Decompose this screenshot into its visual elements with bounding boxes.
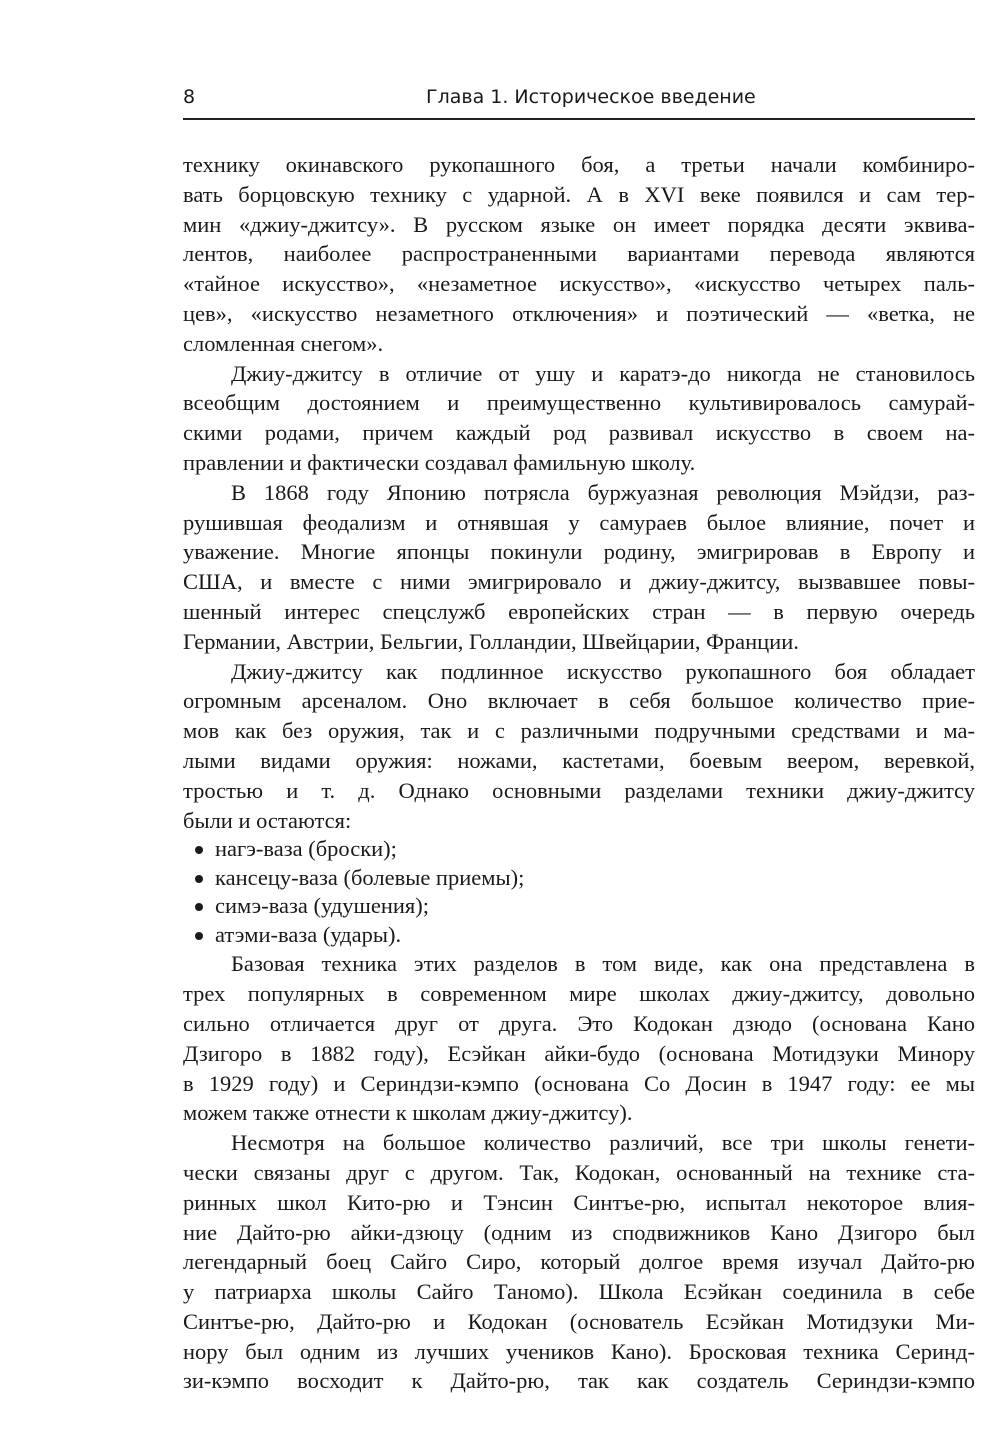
- list-item-text: нагэ-ваза (броски);: [215, 836, 397, 862]
- running-header: [183, 84, 975, 118]
- text-line: США, и вместе с ними эмигрировало и джиу-джитсу, вызвавшее повы-: [183, 569, 975, 595]
- text-line: Базовая техника этих разделов в том виде, как она представлена в: [231, 951, 975, 977]
- paragraph: [183, 478, 975, 657]
- text-line: Джиу-джитсу как подлинное искусство рукопашного боя обладает: [231, 658, 975, 684]
- paragraph: [183, 949, 975, 1128]
- bullet-icon: [195, 903, 203, 911]
- bullet-list: [183, 835, 975, 949]
- text-line: мин «джиу-джитсу». В русском языке он имеет порядка десяти эквива-: [183, 211, 975, 237]
- header-rule: [183, 118, 975, 120]
- text-line: нору был одним из лучших учеников Кано). Бросковая техника Серинд-: [183, 1338, 975, 1364]
- text-line: мов как без оружия, так и с различными подручными средствами и ма-: [183, 718, 975, 744]
- text-line: были и остаются:: [183, 807, 352, 833]
- text-line: лентов, наиболее распространенными вариантами перевода являются: [183, 241, 975, 267]
- list-item: [183, 921, 975, 950]
- text-line: ние Дайто-рю айки-дзюцу (одним из сподвижников Кано Дзигоро был: [183, 1219, 975, 1245]
- list-item-text: атэми-ваза (удары).: [215, 921, 402, 947]
- text-line: шенный интерес спецслужб европейских стран — в первую очередь: [183, 598, 975, 624]
- text-line: у патриарха школы Сайго Таномо). Школа Есэйкан соединила в себе: [183, 1279, 975, 1305]
- text-line: Джиу-джитсу в отличие от ушу и каратэ-до никогда не становилось: [231, 360, 975, 386]
- text-line: огромным арсеналом. Оно включает в себя большое количество прие-: [183, 688, 975, 714]
- text-line: Синтъе-рю, Дайто-рю и Кодокан (основатель Есэйкан Мотидзуки Ми-: [183, 1308, 975, 1334]
- text-line: тростью и т. д. Однако основными разделами техники джиу-джитсу: [183, 777, 975, 803]
- list-item: [183, 892, 975, 921]
- page-number: 8: [183, 86, 196, 108]
- text-line: рушившая феодализм и отнявшая у самураев былое влияние, почет и: [183, 509, 975, 535]
- text-line: сломленная снегом».: [183, 330, 384, 356]
- paragraph: [183, 359, 975, 478]
- text-line: зи-кэмпо восходит к Дайто-рю, так как создатель Сериндзи-кэмпо: [183, 1368, 975, 1394]
- bullet-icon: [195, 875, 203, 883]
- text-line: легендарный боец Сайго Сиро, который долгое время изучал Дайто-рю: [183, 1249, 975, 1275]
- text-line: правлении и фактически создавал фамильную школу.: [183, 449, 696, 475]
- bullet-icon: [195, 846, 203, 854]
- text-line: цев», «искусство незаметного отключения» и поэтический — «ветка, не: [183, 300, 975, 326]
- paragraph: [183, 1128, 975, 1396]
- list-item-text: симэ-ваза (удушения);: [215, 893, 430, 919]
- text-line: всеобщим достоянием и преимущественно культивировалось самурай-: [183, 390, 975, 416]
- list-item: [183, 864, 975, 893]
- text-line: уважение. Многие японцы покинули родину, эмигрировав в Европу и: [183, 539, 975, 565]
- bullet-icon: [195, 932, 203, 940]
- text-line: В 1868 году Японию потрясла буржуазная революция Мэйдзи, раз-: [231, 479, 975, 505]
- text-line: Несмотря на большое количество различий, все три школы генети-: [231, 1130, 975, 1156]
- text-line: чески связаны друг с другом. Так, Кодокан, основанный на технике ста-: [183, 1159, 975, 1185]
- paragraph: [183, 150, 975, 359]
- text-line: можем также отнести к школам джиу-джитсу).: [183, 1100, 633, 1126]
- text-line: ринных школ Кито-рю и Тэнсин Синтъе-рю, испытал некоторое влия-: [183, 1189, 975, 1215]
- text-line: «тайное искусство», «незаметное искусство», «искусство четырех паль-: [183, 271, 975, 297]
- text-line: трех популярных в современном мире школах джиу-джитсу, довольно: [183, 981, 975, 1007]
- text-line: в 1929 году) и Сериндзи-кэмпо (основана Со Досин в 1947 году: ее мы: [183, 1070, 975, 1096]
- page-body: [183, 150, 975, 1396]
- text-line: лыми видами оружия: ножами, кастетами, боевым веером, веревкой,: [183, 747, 975, 773]
- text-line: технику окинавского рукопашного боя, а третьи начали комбиниро-: [183, 152, 975, 177]
- list-item-text: кансецу-ваза (болевые приемы);: [215, 864, 525, 890]
- text-line: скими родами, причем каждый род развивал искусство в своем на-: [183, 420, 975, 446]
- text-line: сильно отличается друг от друга. Это Кодокан дзюдо (основана Кано: [183, 1010, 975, 1036]
- list-item: [183, 835, 975, 864]
- chapter-title: Глава 1. Историческое введение: [426, 86, 756, 108]
- text-line: Германии, Австрии, Бельгии, Голландии, Швейцарии, Франции.: [183, 628, 799, 654]
- paragraph: [183, 657, 975, 836]
- text-line: Дзигоро в 1882 году), Есэйкан айки-будо (основана Мотидзуки Минору: [183, 1040, 975, 1066]
- text-line: вать борцовскую технику с ударной. А в XVI веке появился и сам тер-: [183, 181, 975, 207]
